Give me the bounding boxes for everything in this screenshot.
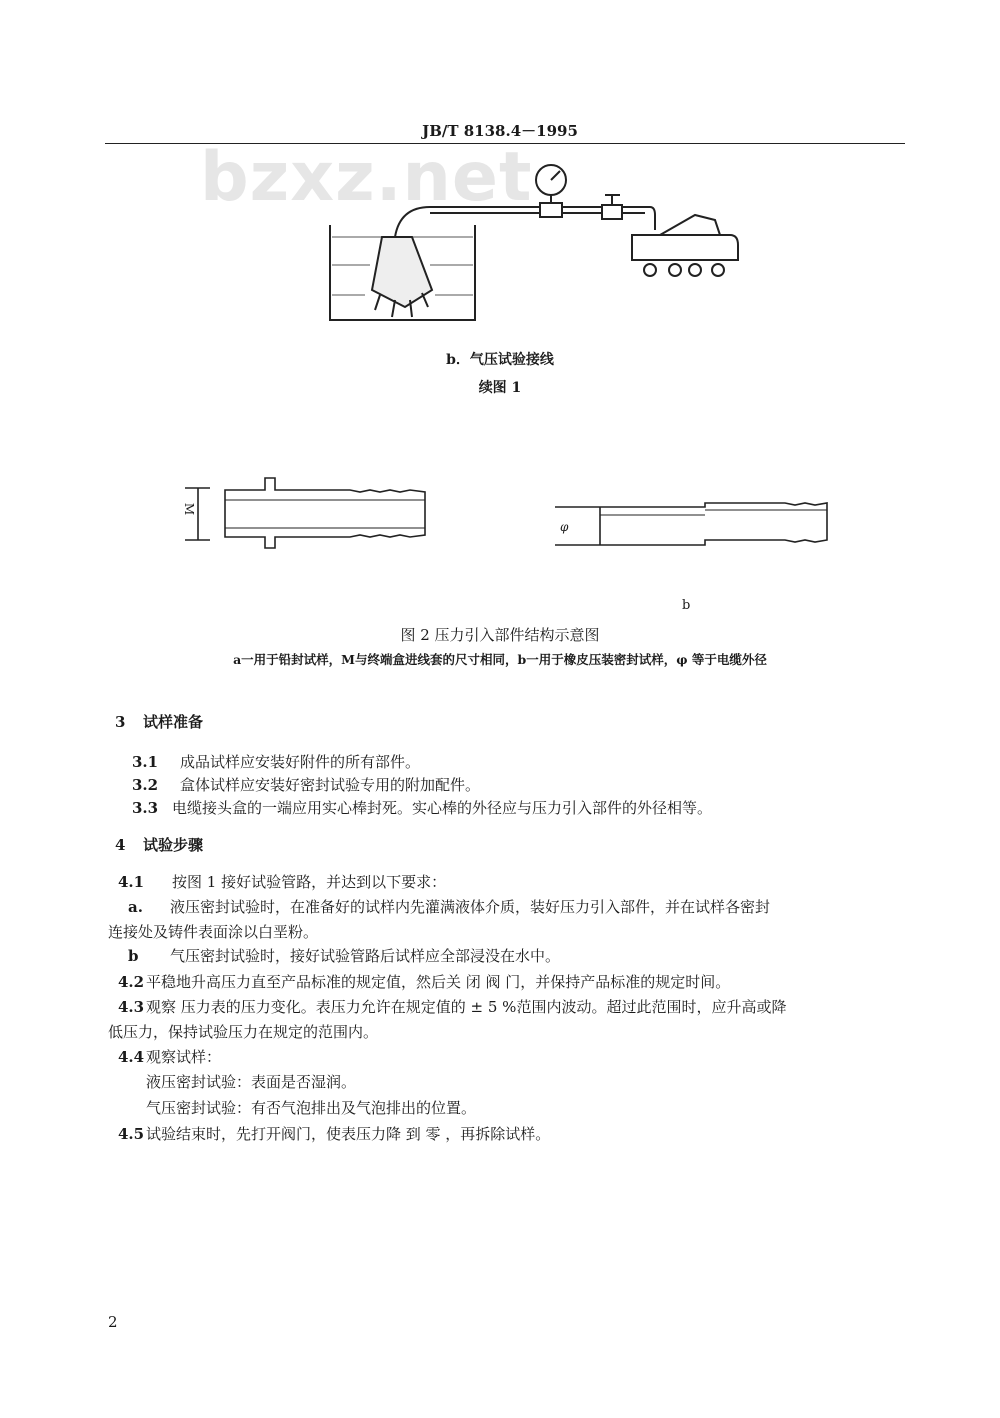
clause-4-1-a: a. 液压密封试验时，在准备好的试样内先灌满液体介质，装好压力引入部件，并在试样各密封	[128, 898, 771, 916]
clause-4-2: 4.2 平稳地升高压力直至产品标准的规定值，然后关 闭 阀 门，并保持产品标准的规定时间。	[118, 973, 731, 991]
valve	[605, 195, 620, 205]
figure1-subcaption: b．气压试验接线	[446, 352, 554, 368]
section3-heading	[115, 711, 203, 732]
clause-3-3: 3.3 电缆接头盒的一端应用实心棒封死。实心棒的外径应与压力引入部件的外径相等。	[132, 799, 713, 817]
clause-4-1-b: b 气压密封试验时，接好试验管路后试样应全部浸没在水中。	[128, 947, 561, 965]
clause-4-4-line1: 液压密封试验：表面是否湿润。	[146, 1073, 357, 1091]
pressure-inlet-part-a	[180, 470, 440, 550]
section-num: 3	[115, 713, 126, 731]
figure1-caption: 续图 1	[478, 380, 522, 396]
figure2-note: a一用于铅封试样，M与终端盒进线套的尺寸相同，b一用于橡皮压装密封试样，φ 等于电缆外径	[233, 652, 767, 667]
pressure-inlet-part-b	[555, 495, 845, 555]
pneumatic-test-diagram	[320, 155, 750, 340]
watermark: bzxz.net	[200, 138, 533, 217]
clause-4-3-cont: 低压力，保持试验压力在规定的范围内。	[108, 1023, 379, 1041]
section-title: 试样准备	[143, 713, 204, 731]
label-M: M	[182, 502, 197, 516]
clause-4-1-a-cont: 连接处及铸件表面涂以白垩粉。	[108, 923, 319, 941]
clause-4-4-line2: 气压密封试验：有否气泡排出及气泡排出的位置。	[146, 1099, 477, 1117]
clause-4-4: 4.4 观察试样：	[118, 1048, 222, 1066]
figure2-caption: 图 2 压力引入部件结构示意图	[400, 626, 600, 644]
clause-3-1: 3.1 成品试样应安装好附件的所有部件。	[132, 753, 421, 771]
figure2-sublabel-b: b	[682, 598, 691, 613]
section4-heading: 4 试验步骤	[115, 836, 204, 854]
clause-3-2: 3.2 盒体试样应安装好密封试验专用的附加配件。	[132, 776, 481, 794]
standard-code-header: JB/T 8138.4－1995	[422, 122, 578, 140]
label-phi: φ	[560, 520, 569, 534]
clause-4-5: 4.5 试验结束时，先打开阀门，使表压力降 到 零 ，再拆除试样。	[118, 1125, 551, 1143]
clause-4-1: 4.1 按图 1 接好试验管路，并达到以下要求：	[118, 873, 447, 891]
compressor	[632, 235, 738, 260]
clause-4-3: 4.3 观察 压力表的压力变化。表压力允许在规定值的 ± 5 %范围内波动。超过此范围时，应升高或降	[118, 998, 787, 1016]
page-number: 2	[108, 1313, 118, 1331]
